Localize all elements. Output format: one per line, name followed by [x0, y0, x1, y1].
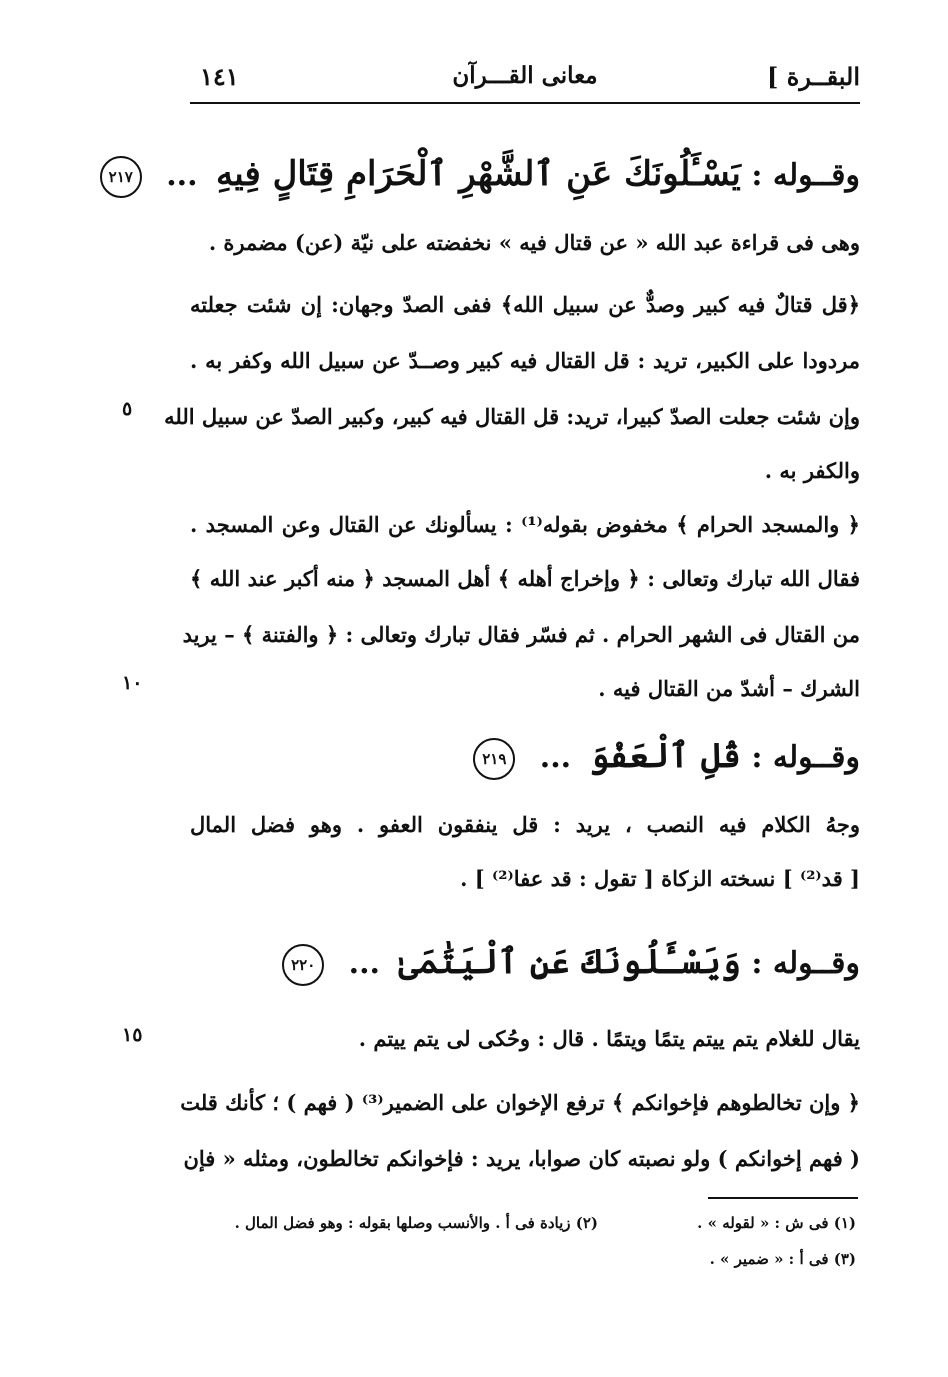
text-line: ﴿ والمسجد الحرام ﴾ مخفوض بقوله⁽¹⁾ : يسألونك عن القتال وعن المسجد .	[190, 512, 860, 537]
text-line: وجهُ الكلام فيه النصب ، يريد : قل ينفقون العفو . وهو فضل المال	[190, 812, 860, 837]
quran-verse: يَسْـَٔلُونَكَ عَنِ ٱلشَّهْرِ ٱلْحَرَامِ قِتَالٍ فِيهِ	[215, 154, 741, 194]
margin-line-number: ١٠	[122, 672, 143, 694]
text-line: وإن شئت جعلت الصدّ كبيرا، تريد: قل القتال فيه كبير، وكبير الصدّ عن سبيل الله	[164, 404, 860, 429]
heading-prefix: وقــوله :	[751, 740, 860, 775]
page-number: ١٤١	[200, 62, 239, 91]
page-header	[190, 58, 860, 104]
quran-verse: قُلِ ٱلْعَفْوَ	[589, 736, 741, 776]
text-line: يقال للغلام يتم ييتم يتمًا ويتمًا . قال : وحُكى لى يتم ييتم .	[358, 1026, 860, 1051]
text-line: ( فهم إخوانكم ) ولو نصبته كان صوابا، يريد : فإخوانكم تخالطون، ومثله « فإن	[183, 1146, 860, 1171]
heading-prefix: وقــوله :	[751, 158, 860, 193]
text-line: وهى فى قراءة عبد الله « عن قتال فيه » نخفضته على نيّة (عن) مضمرة .	[208, 230, 860, 255]
ayah-number-icon: ٢١٧	[100, 156, 142, 198]
verse-heading-220	[190, 934, 860, 990]
footnote-3: (٣) فى أ : « ضمير » .	[709, 1250, 856, 1268]
margin-line-number: ١٥	[122, 1024, 143, 1046]
ayah-number-icon: ٢٢٠	[282, 944, 324, 986]
heading-prefix: وقــوله :	[751, 946, 860, 981]
quran-verse: وَيَسْـَٔلُونَكَ عَنِ ٱلْيَتَٰمَىٰ	[398, 942, 741, 982]
footnote-1: (١) فى ش : « لقوله » .	[697, 1214, 856, 1232]
ellipsis: ...	[348, 946, 380, 981]
text-line: فقال الله تبارك وتعالى : ﴿ وإخراج أهله ﴾ أهل المسجد ﴿ منه أكبر عند الله ﴾	[190, 566, 860, 591]
running-head-surah: البقــرة ]	[767, 62, 860, 91]
text-line: مردودا على الكبير، تريد : قل القتال فيه كبير وصــدّ عن سبيل الله وكفر به .	[190, 348, 860, 373]
ellipsis: ...	[539, 740, 572, 775]
running-head-title: معانى القـــرآن	[452, 62, 598, 89]
ayah-number-icon: ٢١٩	[473, 738, 515, 780]
text-line: ﴿قل قتالٌ فيه كبير وصدٌّ عن سبيل الله﴾ ففى الصدّ وجهان: إن شئت جعلته	[190, 292, 860, 317]
text-line: الشرك – أشدّ من القتال فيه .	[598, 676, 860, 701]
ellipsis: ...	[166, 158, 198, 193]
verse-heading-217	[108, 146, 860, 202]
verse-heading-219	[190, 728, 860, 784]
footnote-2: (٢) زيادة فى أ . والأنسب وصلها بقوله : وهو فضل المال .	[234, 1214, 598, 1232]
margin-line-number: ٥	[122, 398, 133, 420]
text-line: من القتال فى الشهر الحرام . ثم فسّر فقال تبارك وتعالى : ﴿ والفتنة ﴾ – يريد	[182, 622, 860, 647]
text-line: ﴿ وإن تخالطوهم فإخوانكم ﴾ ترفع الإخوان على الضمير⁽³⁾ ( فهم ) ؛ كأنك قلت	[180, 1090, 860, 1115]
text-line: [ قد⁽²⁾ ] نسخته الزكاة [ تقول : قد عفا⁽²⁾ ] .	[460, 866, 860, 891]
text-line: والكفر به .	[764, 458, 860, 483]
footnote-divider	[708, 1197, 858, 1199]
